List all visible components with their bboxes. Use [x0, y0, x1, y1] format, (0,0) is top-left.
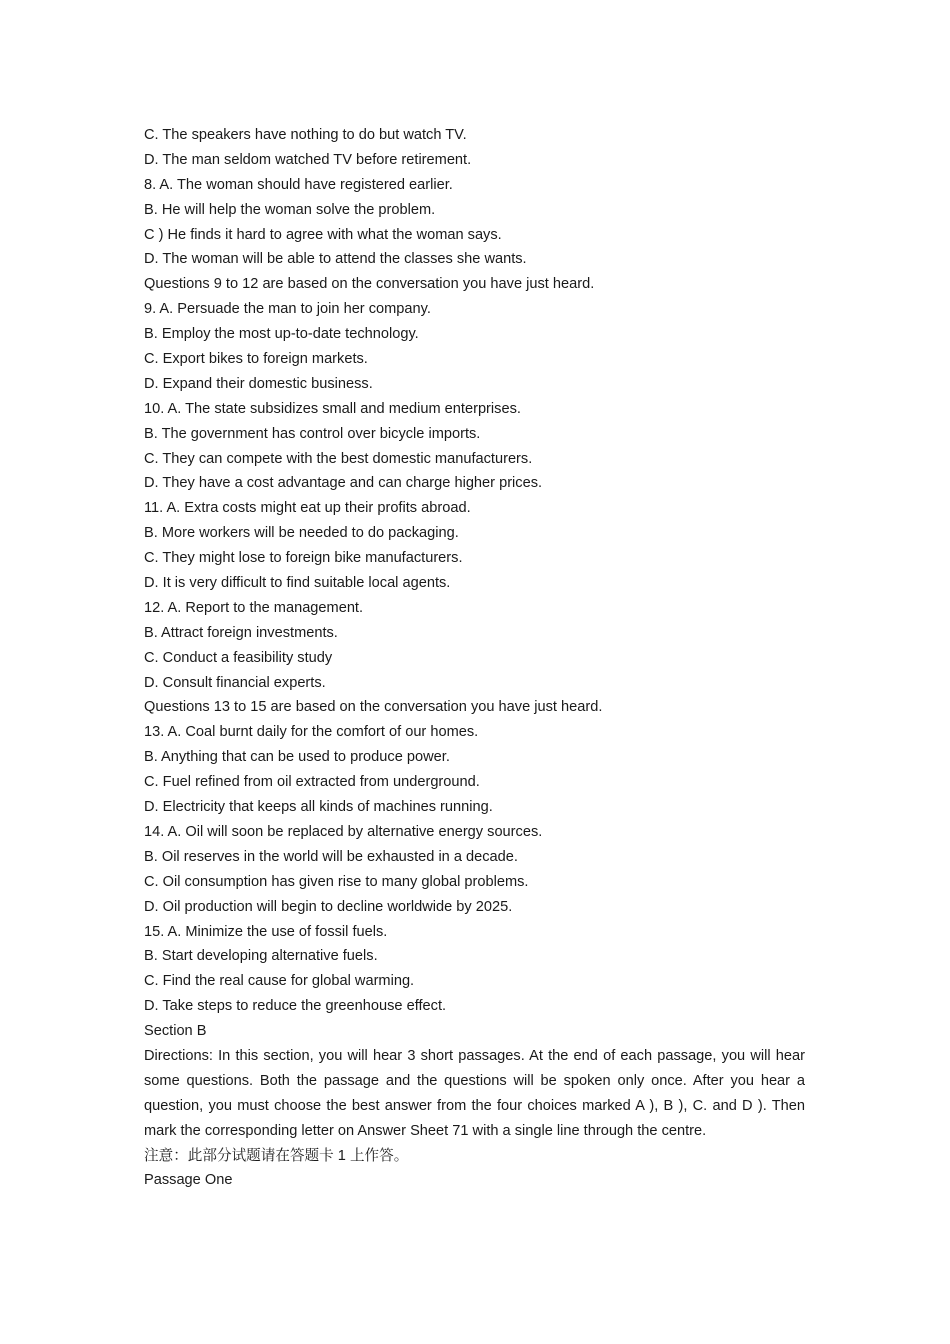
text-line: 9. A. Persuade the man to join her company. [144, 301, 431, 318]
document-page [144, 123, 805, 1193]
text-line: D. It is very difficult to find suitable local agents. [144, 575, 451, 592]
text-line: B. Anything that can be used to produce power. [144, 749, 450, 766]
text-line: Questions 9 to 12 are based on the conversation you have just heard. [144, 276, 595, 293]
text-line: D. The woman will be able to attend the classes she wants. [144, 251, 527, 268]
text-line: D. Oil production will begin to decline worldwide by 2025. [144, 898, 513, 915]
text-line: C. The speakers have nothing to do but watch TV. [144, 127, 467, 143]
text-line: B. Oil reserves in the world will be exhausted in a decade. [144, 848, 518, 865]
passage-one-title: Passage One [144, 1172, 233, 1189]
text-line: 12. A. Report to the management. [144, 599, 364, 616]
text-line: 10. A. The state subsidizes small and medium enterprises. [144, 400, 521, 417]
text-line: B. The government has control over bicycle imports. [144, 425, 481, 442]
text-line: C ) He finds it hard to agree with what the woman says. [144, 226, 502, 243]
question-lines [144, 123, 805, 1044]
text-line: D. Consult financial experts. [144, 674, 326, 691]
text-line: Section B [144, 1023, 207, 1040]
text-line: C. They can compete with the best domestic manufacturers. [144, 450, 533, 467]
text-line: 11. A. Extra costs might eat up their profits abroad. [144, 500, 471, 517]
text-line: D. The man seldom watched TV before retirement. [144, 151, 472, 168]
text-line: B. Attract foreign investments. [144, 624, 338, 641]
text-line: C. Export bikes to foreign markets. [144, 351, 368, 368]
text-line: B. More workers will be needed to do packaging. [144, 525, 459, 542]
text-line: D. Expand their domestic business. [144, 375, 373, 392]
text-line: D. Take steps to reduce the greenhouse effect. [144, 998, 447, 1015]
answer-sheet-note: 注意：此部分试题请在答题卡 1 上作答。 [144, 1147, 409, 1164]
text-line: Questions 13 to 15 are based on the conversation you have just heard. [144, 699, 603, 716]
text-line: D. They have a cost advantage and can charge higher prices. [144, 475, 543, 492]
text-line: D. Electricity that keeps all kinds of machines running. [144, 799, 493, 816]
text-line: C. Fuel refined from oil extracted from underground. [144, 774, 480, 791]
text-line: 14. A. Oil will soon be replaced by alternative energy sources. [144, 823, 543, 840]
text-line: C. They might lose to foreign bike manufacturers. [144, 550, 463, 567]
text-line: B. Start developing alternative fuels. [144, 948, 378, 965]
text-line: 13. A. Coal burnt daily for the comfort of our homes. [144, 724, 479, 741]
text-line: C. Conduct a feasibility study [144, 649, 333, 666]
text-line: C. Find the real cause for global warming. [144, 973, 415, 990]
text-line: 15. A. Minimize the use of fossil fuels. [144, 923, 388, 940]
section-b-directions: Directions: In this section, you will hear 3 short passages. At the end of each passage, you will hear some questions. Both the passage and the questions will be spoken only once. After you hear a question, you must choose the best answer from the four choices marked A ), B ), C. and D ). Then mark the corresponding letter on Answer Sheet 71 with a single line through the centre. [144, 1047, 805, 1139]
text-line: 8. A. The woman should have registered earlier. [144, 176, 453, 193]
text-line: B. Employ the most up-to-date technology. [144, 326, 419, 343]
text-line: C. Oil consumption has given rise to many global problems. [144, 873, 529, 890]
text-line: B. He will help the woman solve the problem. [144, 201, 436, 218]
